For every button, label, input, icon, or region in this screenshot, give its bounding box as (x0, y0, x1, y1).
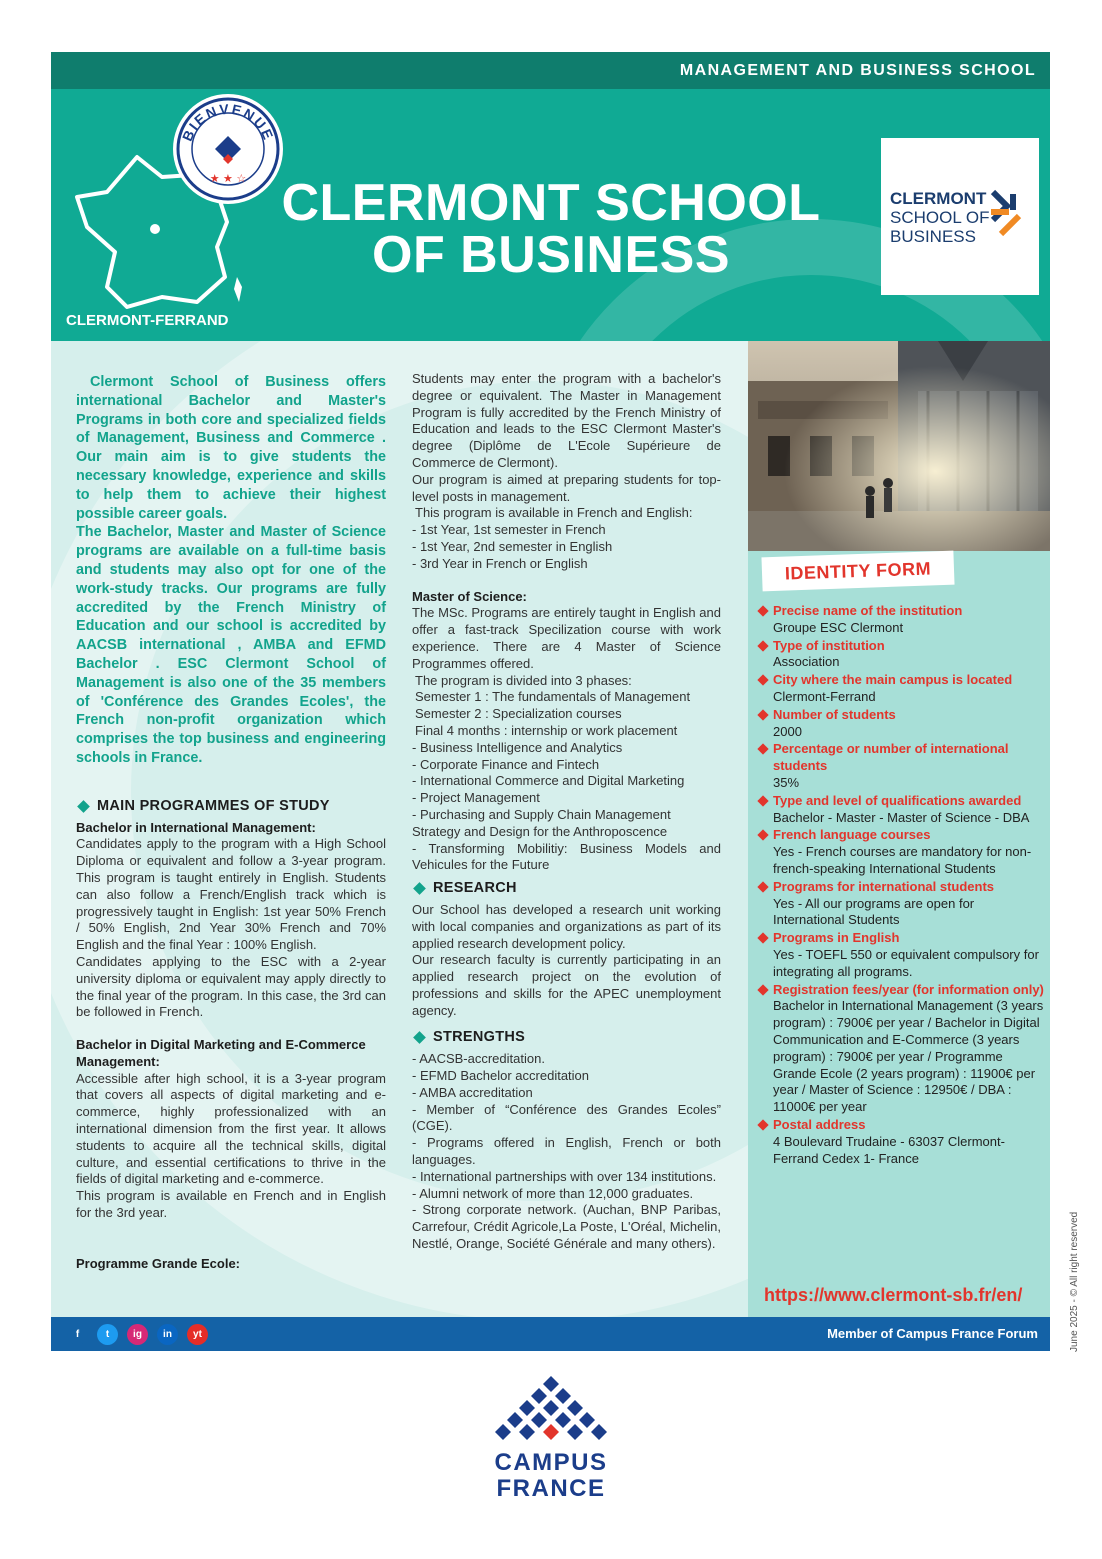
diamond-bullet-icon (413, 882, 426, 895)
website-link[interactable]: https://www.clermont-sb.fr/en/ (764, 1285, 1023, 1305)
title-line-2: OF BUSINESS (372, 226, 730, 284)
identity-item: French language courses Yes - French courses are mandatory for non-french-speaking International Students (758, 827, 1044, 877)
red-diamond-icon (757, 744, 768, 755)
school-logo-text: CLERMONT SCHOOL OF BUSINESS (890, 189, 990, 246)
identity-item: Percentage or number of international students 35% (758, 741, 1044, 791)
list-item: - AMBA accreditation (412, 1084, 533, 1100)
bachelor-im-title: Bachelor in International Management: (76, 819, 316, 835)
title-line-1: CLERMONT SCHOOL (281, 174, 821, 232)
identity-heading: IDENTITY FORM (761, 551, 954, 592)
identity-form (748, 551, 1050, 1317)
list-item: - EFMD Bachelor accreditation (412, 1068, 590, 1084)
red-diamond-icon (757, 640, 768, 651)
instagram-icon[interactable]: ig (127, 1324, 148, 1345)
building-photo-icon (748, 341, 1050, 551)
identity-item: City where the main campus is located Clermont-Ferrand (758, 672, 1044, 706)
identity-item: Registration fees/year (for information only) Bachelor in International Management (3 years program) : 7900€ per year / Bachelor in Digital Communication and E-Commerce (3 years program) : 7900€ per year / Programme Grande Ecole (2 years program) : 11900€ per year / Master of Science : 12950€ / DBA : 11000€ per year (758, 982, 1044, 1116)
identity-item: Number of students 2000 (758, 707, 1044, 741)
identity-item: Type of institution Association (758, 638, 1044, 672)
paragraph: Our research faculty is currently participating in an applied research project on the evolution of professions and skills for the APEC unemployment agency. (412, 952, 721, 1018)
footer-bar (51, 1317, 1050, 1351)
diamond-bullet-icon (413, 1032, 426, 1045)
paragraph: This program is available en French and in English for the 3rd year. (76, 1188, 386, 1221)
paragraph: Our School has developed a research unit working with local companies and organizations as part of its applied research development policy. (412, 901, 721, 951)
programmes-heading: MAIN PROGRAMMES OF STUDY (76, 798, 386, 815)
list-item: - 3rd Year in French or English (412, 555, 588, 571)
list-item: - Business Intelligence and Analytics (412, 739, 623, 755)
category-label: MANAGEMENT AND BUSINESS SCHOOL (679, 62, 1036, 79)
red-diamond-icon (757, 881, 768, 892)
strengths-heading: STRENGTHS (412, 1029, 721, 1046)
bachelor-dm-title: Bachelor in Digital Marketing and E-Commerce Management: (76, 1037, 366, 1069)
research-heading: RESEARCH (412, 880, 721, 897)
diamond-bullet-icon (77, 800, 90, 813)
top-bar (51, 52, 1050, 89)
red-diamond-icon (757, 830, 768, 841)
list-item: Final 4 months : internship or work placement (415, 722, 678, 738)
paragraph: Our program is aimed at preparing students for top-level posts in management. (412, 471, 721, 504)
red-diamond-icon (757, 932, 768, 943)
copyright-note: June 2025 - © All right reserved (1069, 1211, 1080, 1352)
list-item: - 1st Year, 2nd semester in English (412, 538, 613, 554)
school-logo (881, 138, 1039, 295)
paragraph: Candidates apply to the program with a High School Diploma or equivalent and follow a 3-year program. This program is taught entirely in English. Students can also follow a French/English track which is progressively taught in English: 1st year 50% French / 50% English, 2nd Year 30% French and 70% English and the final Year : 100% English. (76, 836, 386, 953)
youtube-icon[interactable]: yt (187, 1324, 208, 1345)
hero-banner (51, 89, 1050, 341)
red-diamond-icon (757, 984, 768, 995)
member-label: Member of Campus France Forum (827, 1326, 1038, 1341)
facebook-icon[interactable]: f (67, 1324, 88, 1345)
list-item: - Member of “Conférence des Grandes Ecoles” (CGE). (412, 1101, 721, 1134)
list-item: - Programs offered in English, French or both languages. (412, 1135, 721, 1168)
campus-france-wordmark: CAMPUS FRANCE (494, 1449, 608, 1502)
paragraph: Accessible after high school, it is a 3-year program that covers all aspects of digital marketing and e-commerce, highly professionalized with an international dimension from the first year. It allows students to acquire all the technical skills, digital culture, and essential certifications to thrive in the fields of digital marketing and e-commerce. (76, 1070, 386, 1187)
column-middle (412, 371, 721, 1253)
paragraph: The MSc. Programs are entirely taught in English and offer a fast-track Specilization course with work experience. There are 4 Master of Science Programmes offered. (412, 605, 721, 671)
linkedin-icon[interactable]: in (157, 1324, 178, 1345)
list-item: Semester 1 : The fundamentals of Management (415, 689, 691, 705)
twitter-icon[interactable]: t (97, 1324, 118, 1345)
identity-item: Type and level of qualifications awarded Bachelor - Master - Master of Science - DBA (758, 793, 1044, 827)
list-item: - 1st Year, 1st semester in French (412, 522, 606, 538)
pge-title: Programme Grande Ecole: (76, 1255, 240, 1271)
identity-list (758, 603, 1044, 1168)
svg-text:★ ★ ☆: ★ ★ ☆ (209, 172, 247, 185)
svg-text:BIENVENUE: BIENVENUE (178, 100, 278, 144)
content-area (51, 341, 1050, 1317)
paragraph: Students may enter the program with a bachelor's degree or equivalent. The Master in Management Program is fully accredited by the French Ministry of Education and leads to the ESC Clermont Master's degree (Diplôme de L'Ecole Supérieure de Commerce de Clermont). (412, 371, 721, 470)
red-diamond-icon (757, 709, 768, 720)
paragraph: The program is divided into 3 phases: (415, 672, 632, 688)
list-item: - Corporate Finance and Fintech (412, 756, 600, 772)
identity-item: Postal address 4 Boulevard Trudaine - 63037 Clermont-Ferrand Cedex 1- France (758, 1117, 1044, 1167)
paragraph: This program is available in French and English: (415, 505, 693, 521)
campus-france-logo-icon (489, 1376, 613, 1448)
list-item: - Alumni network of more than 12,000 graduates. (412, 1185, 694, 1201)
list-item: - AACSB-accreditation. (412, 1051, 545, 1067)
intro-paragraph: The Bachelor, Master and Master of Science programs are available on a full-time basis and students may also opt for one of the work-study tracks. Our programs are fully accredited by the French Ministry of Education and our school is accredited by AACSB international , AMBA and EFMD Bachelor . ESC Clermont School of Management is also one of the 35 members of 'Conférence des Grandes Ecoles', the French non-profit organization which comprises the top business and engineering schools in France. (76, 524, 386, 766)
red-diamond-icon (757, 675, 768, 686)
social-links (67, 1324, 208, 1345)
intro-text (76, 373, 386, 768)
red-diamond-icon (757, 1119, 768, 1130)
red-diamond-icon (757, 795, 768, 806)
city-label: CLERMONT-FERRAND (66, 312, 229, 329)
list-item: Semester 2 : Specialization courses (415, 706, 622, 722)
identity-item: Precise name of the institution Groupe ESC Clermont (758, 603, 1044, 637)
campus-photo (748, 341, 1050, 551)
red-diamond-icon (757, 605, 768, 616)
list-item: - Transforming Mobilitiy: Business Models and Vehicules for the Future (412, 840, 721, 873)
list-item: - Project Management (412, 790, 540, 806)
list-item: - Purchasing and Supply Chain Management Strategy and Design for the Anthroposcence (412, 806, 671, 839)
list-item: - International partnerships with over 134 institutions. (412, 1168, 717, 1184)
list-item: - Strong corporate network. (Auchan, BNP Paribas, Carrefour, Crédit Agricole,La Poste, L'Oréal, Michelin, Nestlé, Orange, Société Générale and many others). (412, 1202, 721, 1252)
identity-item: Programs for international students Yes - All our programs are open for International Students (758, 879, 1044, 929)
msc-title: Master of Science: (412, 588, 527, 604)
school-title (261, 174, 841, 284)
logo-arrows-icon (987, 188, 1027, 238)
paragraph: Candidates applying to the ESC with a 2-year university diploma or equivalent may apply directly to the final year of the program. In this case, the 3rd can be followed in French. (76, 953, 386, 1020)
list-item: - International Commerce and Digital Marketing (412, 773, 685, 789)
intro-paragraph: Clermont School of Business offers international Bachelor and Master's Programs in both core and specialized fields of Management, Business and Commerce . Our main aim is to give students the necessary knowledge, experience and skills to help them to achieve their highest possible career goals. (76, 374, 386, 522)
column-left (76, 373, 386, 1273)
identity-item: Programs in English Yes - TOEFL 550 or equivalent compulsory for integrating all programs. (758, 930, 1044, 980)
